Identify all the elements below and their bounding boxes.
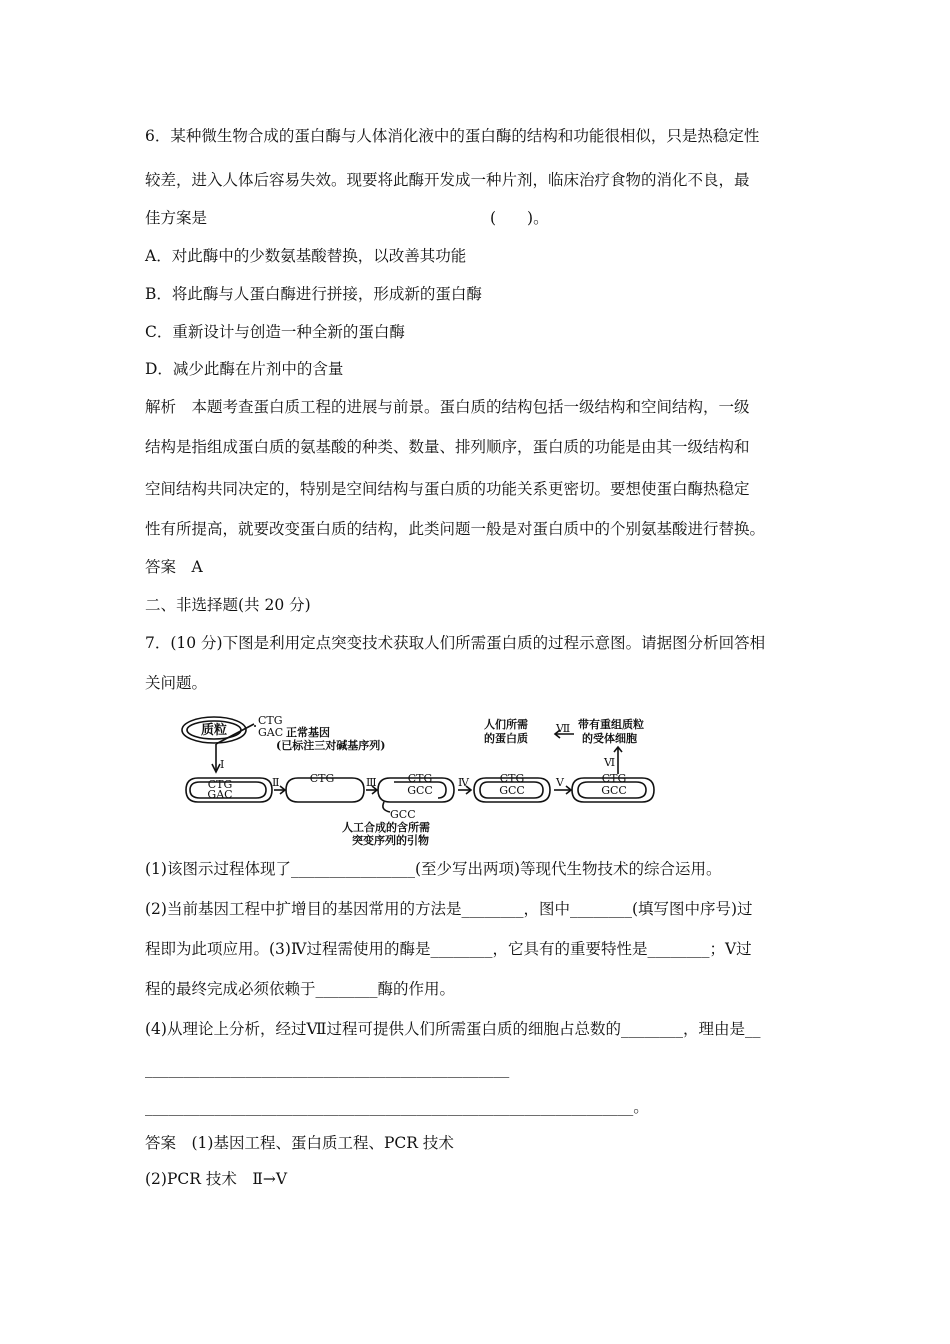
protein-label-line2: 的蛋白质	[484, 732, 528, 745]
plasmid-label: 质粒	[200, 723, 228, 738]
protein-label-line1: 人们所需	[484, 718, 528, 731]
q6-stem-line3: 佳方案是	[145, 209, 208, 227]
q6-answer-paren: ( )。	[490, 209, 549, 227]
q7-blank-line2: _______________________________________________________________。	[145, 1098, 649, 1116]
q7-sub1: (1)该图示过程体现了________________(至少写出两项)等现代生物技术的综合运用。	[145, 860, 722, 878]
step-5-label: Ⅴ	[556, 776, 564, 789]
q6-answer: 答案 A	[145, 558, 203, 576]
q7-sub2-line3: 程的最终完成必须依赖于________酶的作用。	[145, 980, 456, 998]
q7-sub2-line2: 程即为此项应用。(3)Ⅳ过程需使用的酶是________，它具有的重要特性是________；Ⅴ过	[145, 940, 752, 958]
q7-sub4: (4)从理论上分析，经过Ⅶ过程可提供人们所需蛋白质的细胞占总数的________，理由是__	[145, 1020, 761, 1038]
cell-label-line1: 带有重组质粒	[578, 718, 644, 731]
normal-gene-label: 正常基因	[286, 726, 330, 739]
p4-ctg-label: CTG	[499, 772, 525, 785]
q6-option-d: D．减少此酶在片剂中的含量	[145, 360, 344, 378]
step-3-label: Ⅲ	[366, 776, 377, 789]
q7-sub2-line1: (2)当前基因工程中扩增目的基因常用的方法是________，图中________(填写图中序号)过	[145, 900, 753, 918]
p1-ctg-label: CTG	[207, 778, 233, 791]
q6-analysis-line4: 性有所提高，就要改变蛋白质的结构，此类问题一般是对蛋白质中的个别氨基酸进行替换。	[145, 520, 766, 538]
gene-ctg-label: CTG	[258, 714, 283, 727]
gene-gac-label: GAC	[258, 726, 284, 739]
step-2-label: Ⅱ	[272, 776, 280, 789]
q6-analysis-line2: 结构是指组成蛋白质的氨基酸的种类、数量、排列顺序，蛋白质的功能是由其一级结构和	[145, 438, 750, 456]
q6-analysis-line3: 空间结构共同决定的，特别是空间结构与蛋白质的功能关系更密切。要想使蛋白酶热稳定	[145, 480, 750, 498]
primer-label-line2: 突变序列的引物	[352, 834, 429, 847]
step-4-label: Ⅳ	[458, 776, 469, 789]
q6-option-a: A．对此酶中的少数氨基酸替换，以改善其功能	[145, 247, 467, 265]
step-1-label: Ⅰ	[220, 758, 225, 771]
normal-gene-note: (已标注三对碱基序列)	[276, 739, 386, 752]
p5-ctg-label: CTG	[601, 772, 627, 785]
q7-answer-1: 答案 (1)基因工程、蛋白质工程、PCR 技术	[145, 1134, 454, 1152]
primer-label-line1: 人工合成的含所需	[342, 821, 430, 834]
q7-blank-line1: _______________________________________________	[145, 1060, 510, 1078]
p1-gac-label: GAC	[207, 788, 233, 801]
q7-answer-2: (2)PCR 技术 Ⅱ→Ⅴ	[145, 1170, 288, 1188]
cell-label-line2: 的受体细胞	[582, 732, 637, 745]
p3-gcc-label: GCC	[407, 784, 433, 797]
p5-gcc-label: GCC	[601, 784, 627, 797]
step-6-label: Ⅵ	[604, 756, 616, 769]
section-heading: 二、非选择题(共 20 分)	[145, 596, 311, 614]
p3-ctg-label: CTG	[407, 772, 433, 785]
primer-gcc-label: GCC	[390, 808, 416, 821]
q6-option-b: B．将此酶与人蛋白酶进行拼接，形成新的蛋白酶	[145, 285, 482, 303]
q6-stem-line2: 较差，进入人体后容易失效。现要将此酶开发成一种片剂，临床治疗食物的消化不良，最	[145, 171, 750, 189]
q7-stem-line2: 关问题。	[145, 674, 208, 692]
step-7-label: Ⅶ	[556, 722, 571, 735]
q6-stem-line1: 6．某种微生物合成的蛋白酶与人体消化液中的蛋白酶的结构和功能很相似，只是热稳定性	[145, 127, 760, 145]
p4-gcc-label: GCC	[499, 784, 525, 797]
q6-analysis-line1: 解析 本题考查蛋白质工程的进展与前景。蛋白质的结构包括一级结构和空间结构，一级	[145, 398, 750, 416]
q7-stem-line1: 7．(10 分)下图是利用定点突变技术获取人们所需蛋白质的过程示意图。请据图分析回答相	[145, 634, 766, 652]
p2-ctg-label: CTG	[309, 772, 335, 785]
q6-option-c: C．重新设计与创造一种全新的蛋白酶	[145, 323, 405, 341]
mutagenesis-diagram	[180, 712, 660, 852]
